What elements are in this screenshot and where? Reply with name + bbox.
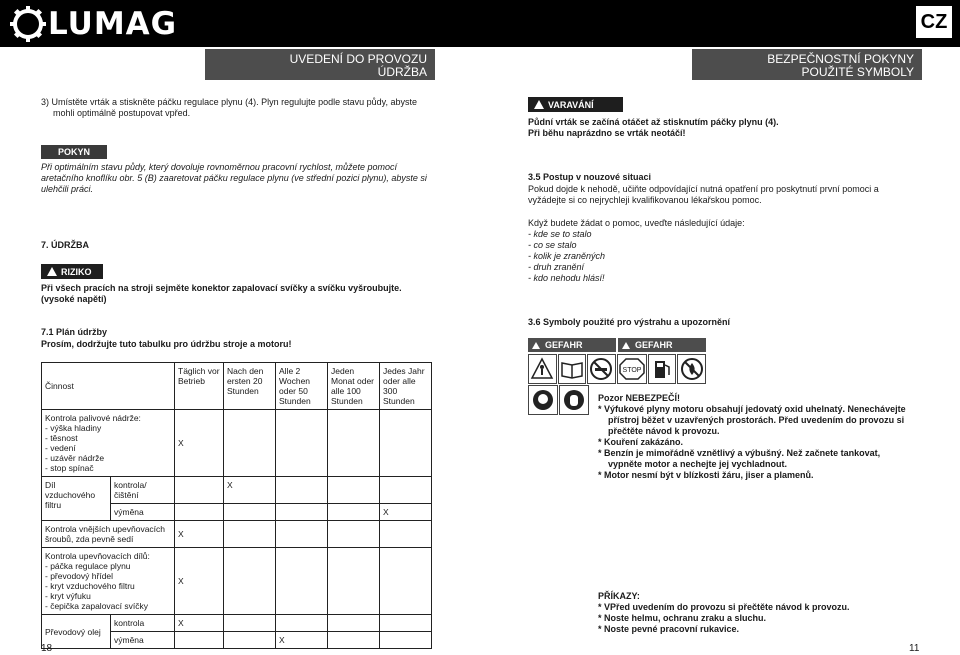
riziko-badge bbox=[41, 264, 103, 279]
riziko-label: RIZIKO bbox=[61, 266, 92, 277]
table-row bbox=[42, 548, 432, 615]
s35-line: Pokud dojde k nehodě, učiňte odpovídající nutná opatření pro poskytnutí první pomoci a bbox=[528, 184, 879, 194]
request-list bbox=[528, 229, 605, 284]
mark-cell bbox=[276, 504, 328, 521]
task-line: Kontrola palivové nádrže: bbox=[45, 413, 141, 423]
task-cell: Převodový olej bbox=[42, 615, 111, 649]
gefahr-label: GEFAHR bbox=[635, 340, 673, 350]
language-badge: CZ bbox=[916, 6, 952, 38]
pokyn-line: ulehčili práci. bbox=[41, 184, 94, 194]
mark-cell: X bbox=[175, 548, 224, 615]
mark-cell: X bbox=[175, 521, 224, 548]
subtask-cell: výměna bbox=[111, 632, 175, 649]
mark-cell: X bbox=[276, 632, 328, 649]
section-7-title: 7. ÚDRŽBA bbox=[41, 240, 90, 250]
warning-triangle-icon bbox=[622, 342, 630, 349]
task-line: Kontrola upevňovacích dílů: bbox=[45, 551, 150, 561]
helmet-eye-ear-protection-icon bbox=[528, 385, 558, 415]
list-item: - kdo nehodu hlásí! bbox=[528, 273, 605, 283]
mark-cell bbox=[380, 548, 432, 615]
task-cell bbox=[42, 548, 175, 615]
plan-subtitle: Prosím, dodržujte tuto tabulku pro údržbu stroje a motoru! bbox=[41, 339, 292, 349]
warning-triangle-icon bbox=[532, 342, 540, 349]
stop-text: STOP bbox=[622, 367, 642, 374]
mark-cell: X bbox=[175, 615, 224, 632]
subtask-cell: kontrola bbox=[111, 615, 175, 632]
page-number-right: 11 bbox=[909, 643, 920, 654]
task-cell bbox=[42, 521, 175, 548]
pokyn-line: Při optimálním stavu půdy, který dovoluje rovnoměrnou pracovní rychlost, můžete pomocí bbox=[41, 162, 397, 172]
header-cell: Täglich vor Betrieb bbox=[175, 363, 224, 410]
mark-cell bbox=[224, 548, 276, 615]
mark-cell bbox=[380, 410, 432, 477]
table-row bbox=[42, 410, 432, 477]
plan-title: 7.1 Plán údržby bbox=[41, 327, 108, 337]
list-item: - kolik je zraněných bbox=[528, 251, 606, 261]
lumag-logo bbox=[8, 4, 177, 44]
table-row bbox=[42, 615, 432, 632]
request-intro: Když budete žádat o pomoc, uveďte následující údaje: bbox=[528, 218, 745, 228]
riziko-line: Při všech pracích na stroji sejměte konektor zapalovací svíčky a svíčku vyšroubujte. bbox=[41, 283, 402, 293]
gear-icon bbox=[8, 4, 48, 44]
section-3-5-title: 3.5 Postup v nouzové situaci bbox=[528, 172, 652, 182]
right-section-header bbox=[692, 49, 922, 80]
fuel-pump-icon bbox=[648, 354, 677, 384]
maintenance-table bbox=[41, 362, 432, 649]
table-row bbox=[42, 477, 432, 504]
task-line: vzduchového bbox=[45, 490, 96, 500]
pokyn-badge: POKYN bbox=[41, 145, 107, 159]
danger-item: * Kouření zakázáno. bbox=[598, 437, 684, 447]
mark-cell bbox=[328, 615, 380, 632]
mark-cell bbox=[224, 632, 276, 649]
step-3-line: mohli optimálně postupovat vpřed. bbox=[53, 108, 191, 118]
read-manual-icon bbox=[558, 354, 587, 384]
varovani-line: Půdní vrták se začíná otáčet až stisknutím páčky plynu (4). bbox=[528, 117, 779, 127]
task-cell bbox=[42, 477, 111, 521]
step-3-text bbox=[41, 97, 451, 119]
mark-cell bbox=[224, 521, 276, 548]
mark-cell bbox=[224, 410, 276, 477]
task-line: - kryt výfuku bbox=[45, 591, 91, 601]
mark-cell bbox=[276, 521, 328, 548]
task-cell bbox=[42, 410, 175, 477]
danger-title: Pozor NEBEZPEČÍ! bbox=[598, 393, 681, 403]
varovani-line: Při běhu naprázdno se vrták neotáčí! bbox=[528, 128, 686, 138]
orders-item: * Noste pevné pracovní rukavice. bbox=[598, 624, 740, 634]
danger-item: * Motor nesmí být v blízkosti žáru, jiser a plamenů. bbox=[598, 470, 814, 480]
subtask-cell: kontrola/čištění bbox=[111, 477, 175, 504]
mark-cell bbox=[276, 548, 328, 615]
subtask-cell: výměna bbox=[111, 504, 175, 521]
riziko-text bbox=[41, 283, 461, 305]
danger-item: přečtěte návod k provozu. bbox=[608, 426, 720, 436]
list-item: - druh zranění bbox=[528, 262, 585, 272]
mark-cell bbox=[380, 521, 432, 548]
table-header-row bbox=[42, 363, 432, 410]
gefahr-bar-2 bbox=[618, 338, 706, 352]
task-line: - vedení bbox=[45, 443, 76, 453]
left-section-header bbox=[205, 49, 435, 80]
gefahr-label: GEFAHR bbox=[545, 340, 583, 350]
header-cell: Jeden Monat oder alle 100 Stunden bbox=[328, 363, 380, 410]
orders-block bbox=[598, 591, 933, 635]
mark-cell bbox=[276, 615, 328, 632]
section-3-5-text bbox=[528, 184, 928, 206]
task-line: - stop spínač bbox=[45, 463, 94, 473]
task-line: - kryt vzduchového filtru bbox=[45, 581, 135, 591]
mark-cell bbox=[328, 632, 380, 649]
logo-text: LUMAG bbox=[48, 6, 178, 42]
mark-cell bbox=[276, 410, 328, 477]
mark-cell bbox=[328, 477, 380, 504]
header-cell: Nach den ersten 20 Stunden bbox=[224, 363, 276, 410]
list-item: - co se stalo bbox=[528, 240, 577, 250]
no-smoking-icon bbox=[587, 354, 616, 384]
task-line: - uzávěr nádrže bbox=[45, 453, 105, 463]
no-fire-icon bbox=[677, 354, 706, 384]
danger-item: vypněte motor a nechejte jej vychladnout. bbox=[608, 459, 788, 469]
mark-cell bbox=[175, 504, 224, 521]
mark-cell bbox=[175, 632, 224, 649]
task-line: - těsnost bbox=[45, 433, 78, 443]
mark-cell bbox=[328, 521, 380, 548]
mark-cell bbox=[276, 477, 328, 504]
warning-triangle-icon bbox=[47, 267, 57, 276]
right-header-line1: BEZPEČNOSTNÍ POKYNY bbox=[767, 52, 914, 66]
mark-cell bbox=[380, 615, 432, 632]
step-3-line: 3) Umístěte vrták a stiskněte páčku regulace plynu (4). Plyn regulujte podle stavu půdy, abyste bbox=[41, 97, 418, 107]
danger-block bbox=[598, 393, 933, 481]
varovani-text bbox=[528, 117, 928, 139]
riziko-line: (vysoké napětí) bbox=[41, 294, 107, 304]
header-cell: Jedes Jahr oder alle 300 Stunden bbox=[380, 363, 432, 410]
header-cell: Alle 2 Wochen oder 50 Stunden bbox=[276, 363, 328, 410]
left-header-line2: ÚDRŽBA bbox=[377, 65, 427, 79]
orders-item: * VPřed uvedením do provozu si přečtěte návod k provozu. bbox=[598, 602, 850, 612]
task-line: - převodový hřídel bbox=[45, 571, 114, 581]
s35-line: vyžádejte si co nejrychleji kvalifikovanou lékařskou pomoc. bbox=[528, 195, 762, 205]
right-header-line2: POUŽITÉ SYMBOLY bbox=[801, 65, 914, 79]
mark-cell bbox=[328, 504, 380, 521]
table-row bbox=[42, 521, 432, 548]
varovani-badge bbox=[528, 97, 623, 112]
mark-cell bbox=[380, 477, 432, 504]
stop-engine-icon bbox=[617, 354, 647, 384]
page-number-left: 18 bbox=[41, 643, 53, 654]
task-line: - páčka regulace plynu bbox=[45, 561, 131, 571]
section-3-6-title: 3.6 Symboly použité pro výstrahu a upozornění bbox=[528, 317, 731, 327]
task-line: filtru bbox=[45, 500, 62, 510]
list-item: - kde se to stalo bbox=[528, 229, 592, 239]
danger-item: * Výfukové plyny motoru obsahují jedovatý oxid uhelnatý. Nenechávejte bbox=[598, 404, 906, 414]
mark-cell bbox=[328, 548, 380, 615]
task-line: - čepička zapalovací svíčky bbox=[45, 601, 148, 611]
pokyn-line: aretačního knoflíku obr. 5 (B) zaaretovat páčku regulace plynu (ve střední pozici plynu), abyste si bbox=[41, 173, 427, 183]
mark-cell bbox=[328, 410, 380, 477]
pokyn-text bbox=[41, 162, 461, 195]
danger-item: * Benzín je mimořádně vznětlivý a výbušný. Než začnete tankovat, bbox=[598, 448, 881, 458]
task-line: Díl bbox=[45, 480, 56, 490]
mark-cell: X bbox=[175, 410, 224, 477]
mark-cell bbox=[224, 615, 276, 632]
danger-item: přístroj běžet v uzavřených prostorách. Před uvedením do provozu si bbox=[608, 415, 905, 425]
orders-item: * Noste helmu, ochranu zraku a sluchu. bbox=[598, 613, 767, 623]
mark-cell bbox=[224, 504, 276, 521]
header-cell: Činnost bbox=[42, 363, 175, 410]
task-line: - výška hladiny bbox=[45, 423, 102, 433]
task-line: šroubů, zda pevně sedí bbox=[45, 534, 134, 544]
varovani-label: VARAVÁNÍ bbox=[548, 99, 594, 110]
mark-cell bbox=[175, 477, 224, 504]
left-header-line1: UVEDENÍ DO PROVOZU bbox=[289, 52, 427, 66]
mark-cell bbox=[380, 632, 432, 649]
orders-title: PŘÍKAZY: bbox=[598, 591, 640, 601]
gefahr-bar-1 bbox=[528, 338, 616, 352]
mark-cell: X bbox=[380, 504, 432, 521]
person-hazard-icon bbox=[528, 354, 557, 384]
mark-cell: X bbox=[224, 477, 276, 504]
warning-triangle-icon bbox=[534, 100, 544, 109]
gloves-icon bbox=[559, 385, 589, 415]
task-line: Kontrola vnějších upevňovacích bbox=[45, 524, 166, 534]
